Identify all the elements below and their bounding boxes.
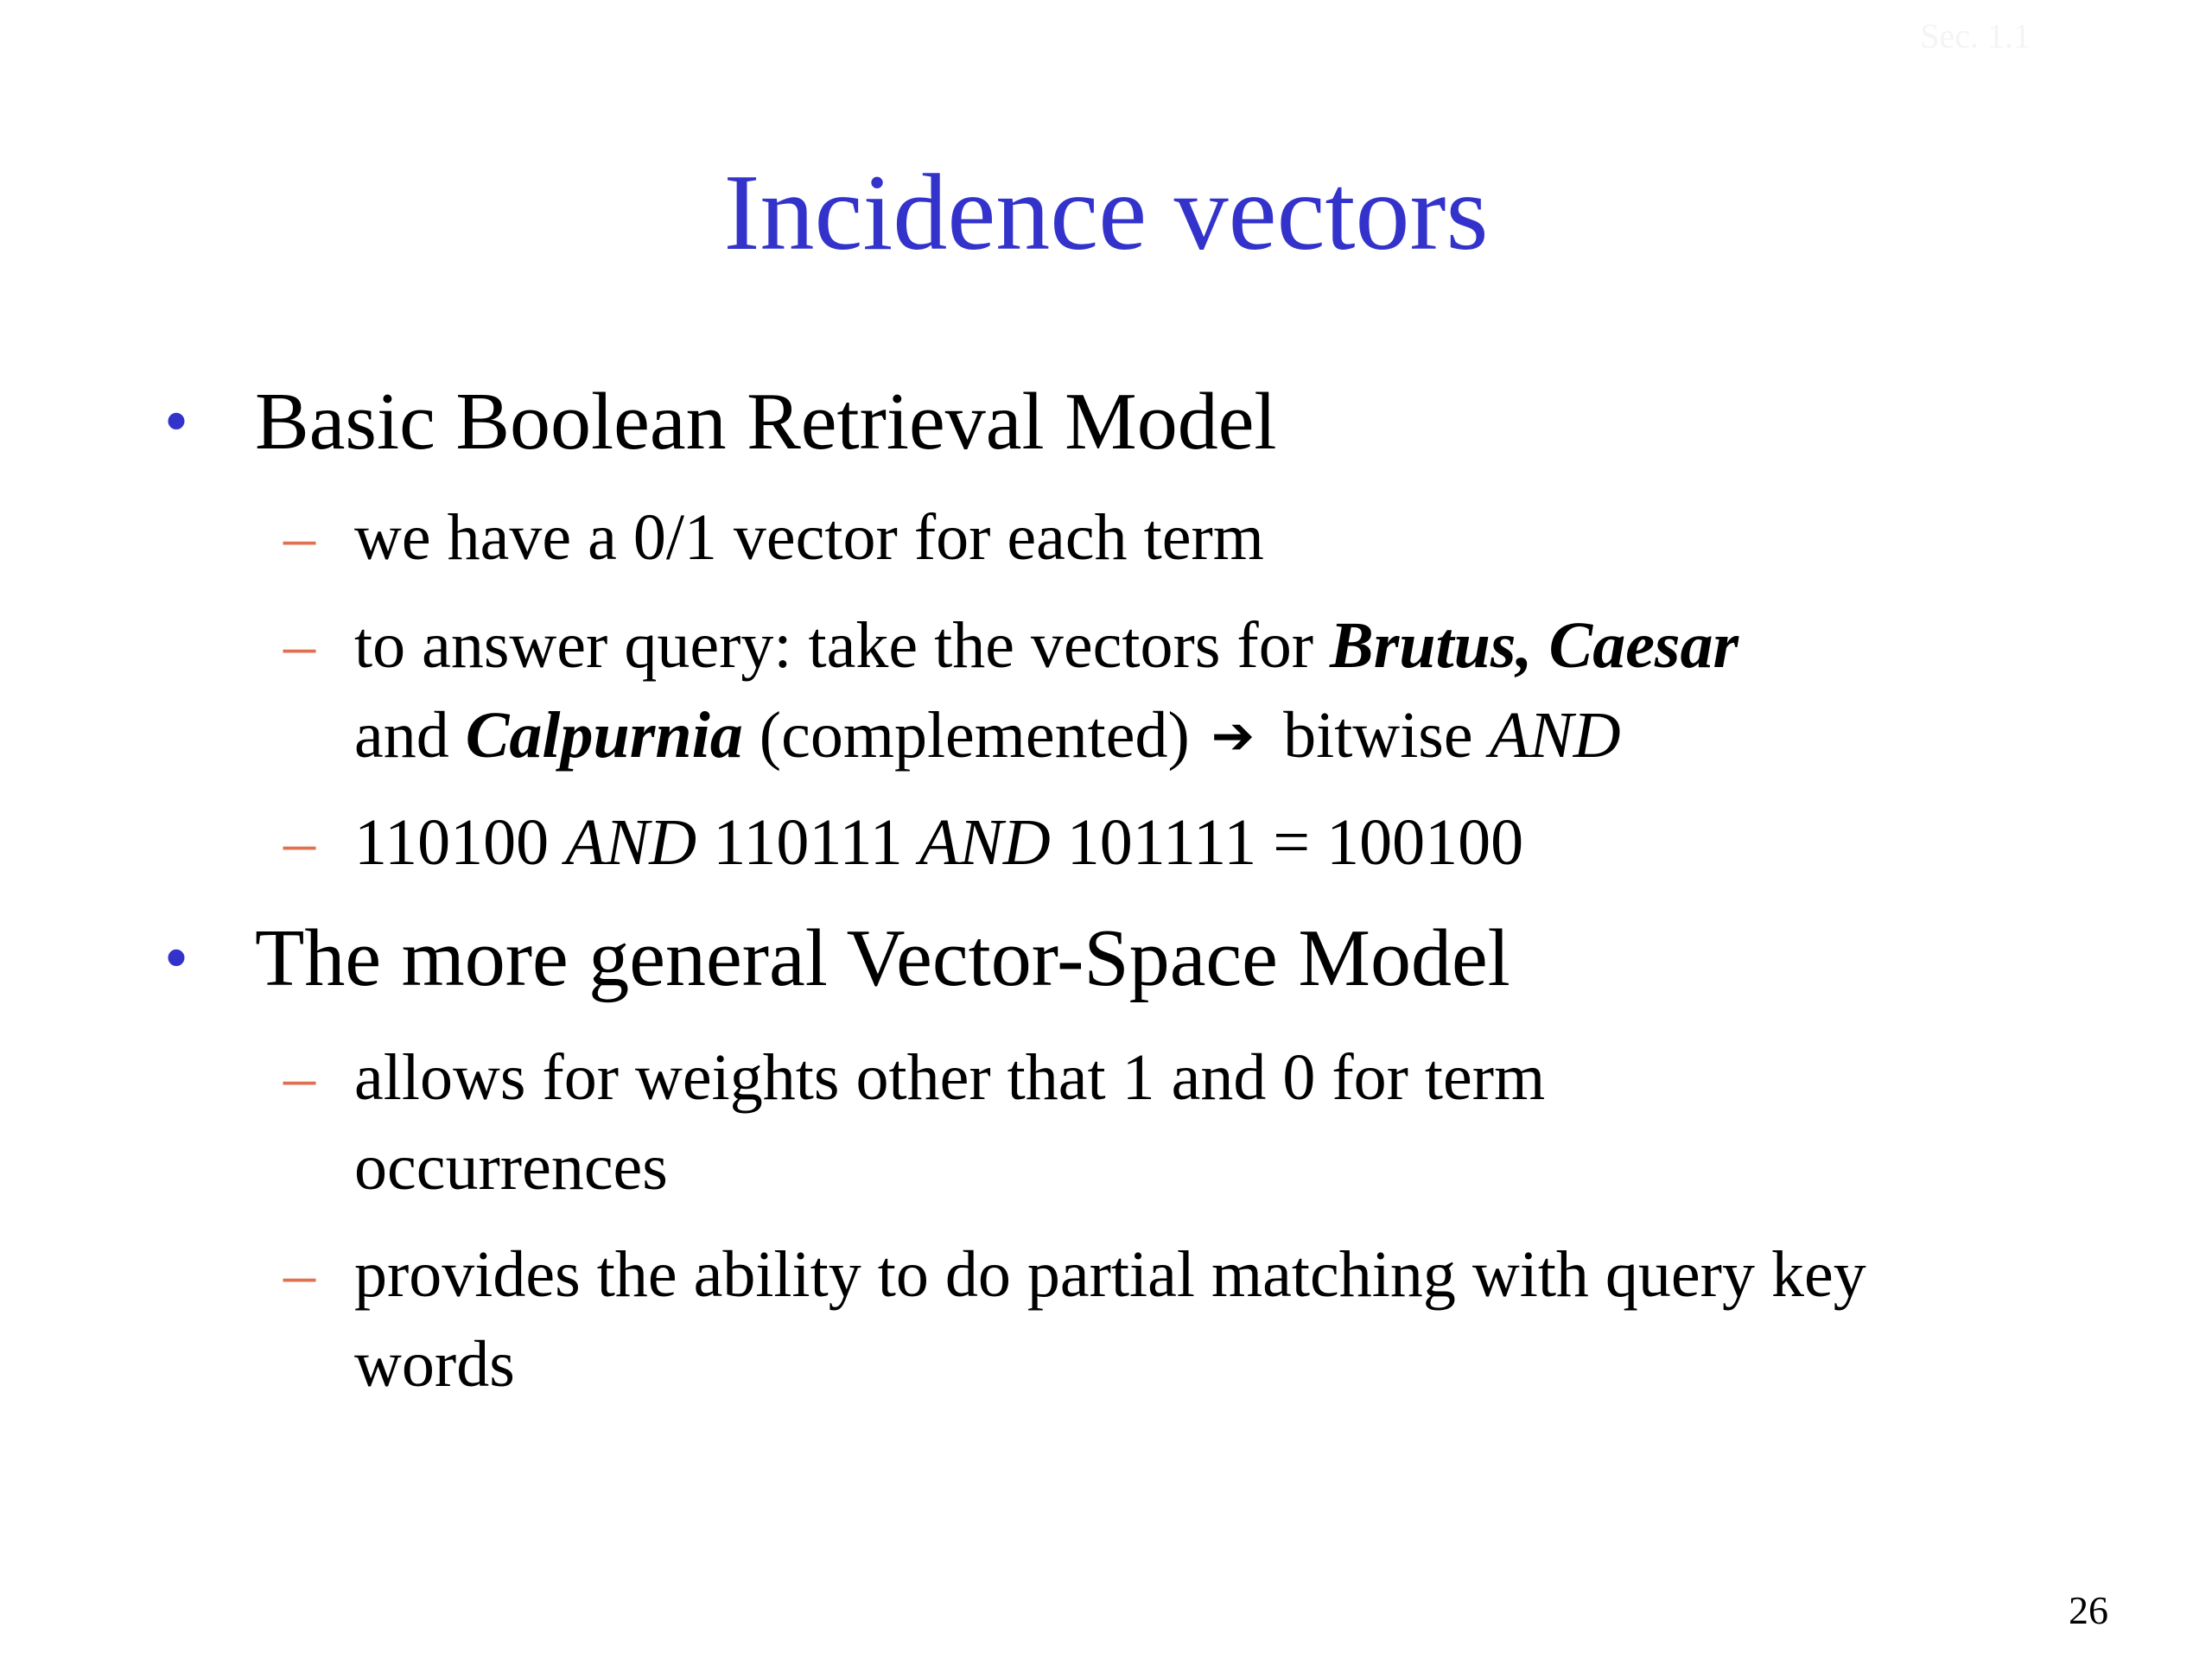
query-text: and xyxy=(354,699,466,772)
bullet-item xyxy=(164,910,2022,1007)
and-operator: AND xyxy=(565,806,697,879)
dash-icon: – xyxy=(283,1239,315,1310)
sub-bullet-item xyxy=(283,1230,2012,1409)
dash-icon: – xyxy=(283,610,315,681)
arrow-right-icon: ➔ xyxy=(1211,706,1255,766)
slide-title: Incidence vectors xyxy=(723,153,1489,273)
bullet-text: The more general Vector-Space Model xyxy=(255,913,1510,1003)
section-reference: Sec. 1.1 xyxy=(1920,16,2031,55)
bullet-icon: • xyxy=(164,384,189,460)
query-text: to answer query: take the vectors for xyxy=(354,609,1331,682)
bullet-icon: • xyxy=(164,920,189,996)
and-operator: AND xyxy=(1489,699,1621,772)
sub-bullet-item xyxy=(283,1033,2012,1212)
sub-bullet-item xyxy=(283,601,2012,781)
and-operator: AND xyxy=(918,806,1051,879)
complemented-text: (complemented) xyxy=(742,699,1206,772)
bitwise-text: bitwise xyxy=(1267,699,1490,772)
sub-bullet-item xyxy=(283,493,2012,582)
vector-value: 110100 xyxy=(354,806,566,879)
bullet-item xyxy=(164,373,2022,470)
sub-bullet-text: allows for weights other that 1 and 0 for term occurrences xyxy=(354,1041,1546,1204)
sub-bullet-text xyxy=(354,798,2012,887)
vector-value: 110111 xyxy=(696,806,919,879)
dash-icon: – xyxy=(283,502,315,573)
sub-bullet-item xyxy=(283,798,2012,887)
bullet-text: Basic Boolean Retrieval Model xyxy=(255,377,1277,467)
term-calpurnia: Calpurnia xyxy=(465,699,743,772)
sub-bullet-text: provides the ability to do partial matching with query key words xyxy=(354,1238,1866,1401)
dash-icon: – xyxy=(283,1042,315,1113)
sub-bullet-text xyxy=(354,601,2012,781)
page-number: 26 xyxy=(2069,1588,2108,1632)
term-brutus-caesar: Brutus, Caesar xyxy=(1330,609,1739,682)
vector-result: 101111 = 100100 xyxy=(1050,806,1524,879)
sub-bullet-text: we have a 0/1 vector for each term xyxy=(354,501,1264,574)
dash-icon: – xyxy=(283,807,315,878)
